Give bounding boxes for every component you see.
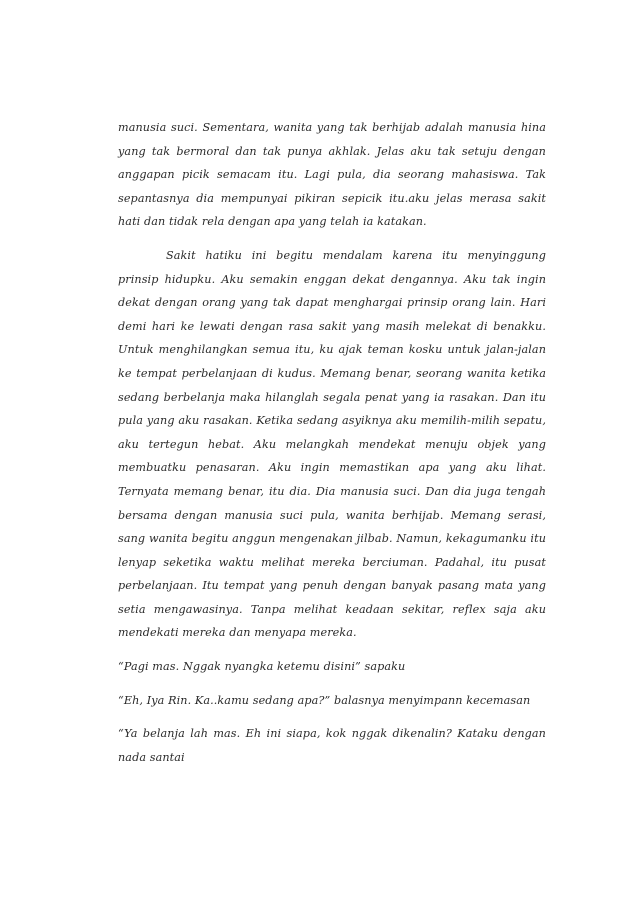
paragraph: Sakit hatiku ini begitu mendalam karena itu menyinggung prinsip hidupku. Aku semakin enggan dekat dengannya. Aku tak ingin dekat dengan orang yang tak dapat menghargai prinsip orang lain. Hari demi hari ke lewati dengan rasa sakit yang masih melekat di benakku. Untuk menghilangkan semua itu, ku ajak teman kosku untuk jalan-jalan ke tempat perbelanjaan di kudus. Memang benar, seorang wanita ketika sedang berbelanja maka hilanglah segala penat yang ia rasakan. Dan itu pula yang aku rasakan. Ketika sedang asyiknya aku memilih-milih sepatu, aku tertegun hebat. Aku melangkah mendekat menuju objek yang membuatku penasaran. Aku ingin memastikan apa yang aku lihat. Ternyata memang benar, itu dia. Dia manusia suci. Dan dia juga tengah bersama dengan manusia suci pula, wanita berhijab. Memang serasi, sang wanita begitu anggun mengenakan jilbab. Namun, kekagumanku itu lenyap seketika waktu melihat mereka berciuman. Padahal, itu pusat perbelanjaan. Itu tempat yang penuh dengan banyak pasang mata yang setia mengawasinya. Tanpa melihat keadaan sekitar, reflex saja aku mendekati mereka dan menyapa mereka. — [118, 248, 546, 640]
document-body — [118, 116, 546, 769]
dialogue-line: “Eh, Iya Rin. Ka..kamu sedang apa?” balasnya menyimpann kecemasan — [118, 693, 531, 707]
paragraph: manusia suci. Sementara, wanita yang tak berhijab adalah manusia hina yang tak bermoral dan tak punya akhlak. Jelas aku tak setuju dengan anggapan picik semacam itu. Lagi pula, dia seorang mahasiswa. Tak sepantasnya dia mempunyai pikiran sepicik itu.aku jelas merasa sakit hati dan tidak rela dengan apa yang telah ia katakan. — [118, 121, 546, 229]
dialogue-line: “Ya belanja lah mas. Eh ini siapa, kok nggak dikenalin? Kataku dengan nada santai — [118, 727, 546, 764]
dialogue-line: “Pagi mas. Nggak nyangka ketemu disini” sapaku — [118, 660, 406, 674]
